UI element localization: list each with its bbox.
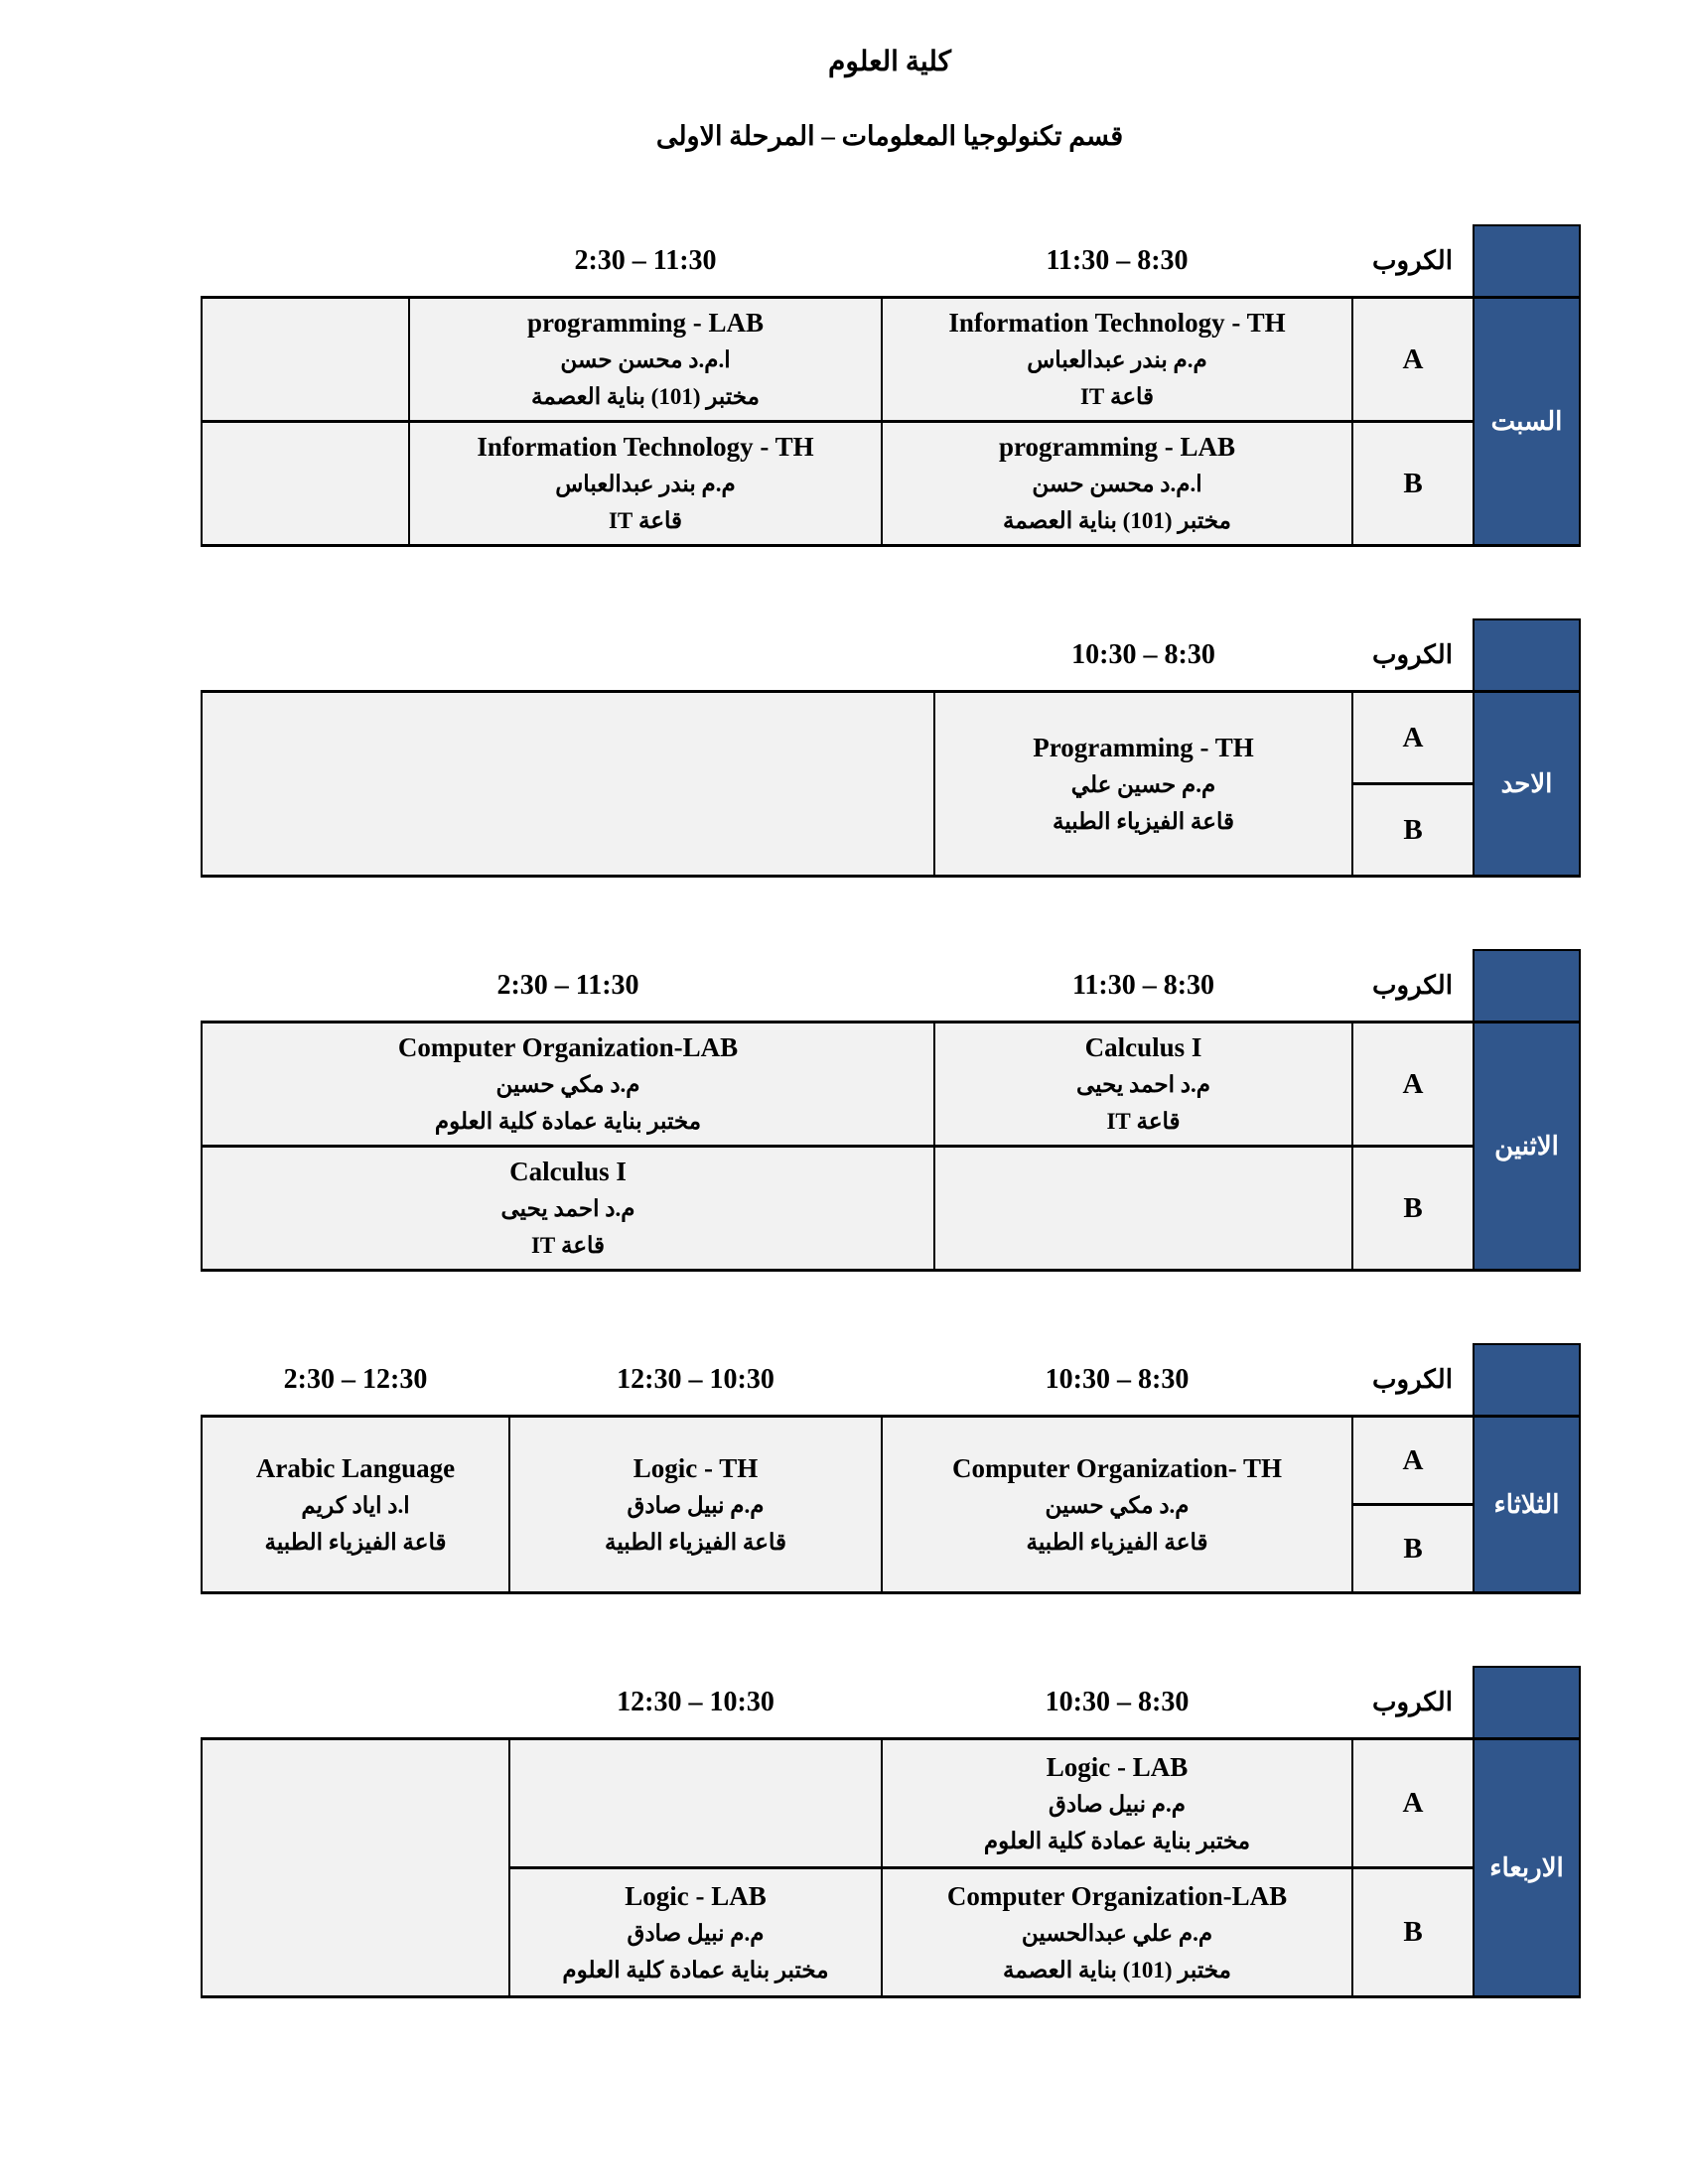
time-header: 12:30 – 10:30	[509, 1667, 882, 1739]
monday-table	[201, 949, 1581, 1272]
course-name: programming - LAB	[526, 308, 764, 338]
group-cell-b: B	[1352, 422, 1474, 546]
course-cell	[202, 1023, 934, 1147]
empty-cell	[509, 1739, 882, 1868]
course-cell	[409, 298, 882, 422]
time-header: 11:30 – 8:30	[934, 950, 1352, 1023]
course-name: Programming - TH	[1033, 732, 1254, 762]
room-name: قاعة IT	[608, 508, 683, 533]
room-name: مختبر (101) بناية العصمة	[531, 384, 760, 409]
group-cell-b: B	[1352, 784, 1474, 877]
course-name: Logic - TH	[633, 1452, 759, 1483]
group-cell-b: B	[1352, 1868, 1474, 1997]
course-cell	[882, 1868, 1352, 1997]
header-spacer	[202, 225, 409, 298]
teacher-name: م.د احمد يحيى	[1075, 1072, 1211, 1097]
empty-cell	[202, 298, 409, 422]
course-name: Calculus I	[1084, 1032, 1202, 1062]
course-name: Logic - LAB	[1046, 1751, 1189, 1782]
day-name-cell: الاثنين	[1474, 1023, 1580, 1271]
tuesday-block	[201, 1343, 1579, 1594]
course-name: Computer Organization- TH	[951, 1452, 1282, 1483]
room-name: قاعة IT	[530, 1233, 606, 1258]
wednesday-table	[201, 1666, 1581, 1998]
room-name: قاعة الفيزياء الطبية	[1026, 1529, 1208, 1555]
group-header: الكروب	[1352, 950, 1474, 1023]
time-header: 2:30 – 11:30	[202, 950, 934, 1023]
course-name: Computer Organization-LAB	[946, 1880, 1288, 1911]
course-name: Information Technology - TH	[477, 432, 814, 462]
day-header-box	[1474, 1344, 1580, 1417]
room-name: قاعة IT	[1106, 1109, 1181, 1134]
time-header: 11:30 – 8:30	[882, 225, 1352, 298]
course-cell	[202, 1147, 934, 1271]
time-header: 10:30 – 8:30	[882, 1667, 1352, 1739]
teacher-name: م.م نبيل صادق	[1048, 1791, 1187, 1817]
monday-block	[201, 949, 1579, 1272]
sunday-block	[201, 618, 1579, 878]
teacher-name: م.م علي عبدالحسين	[1021, 1920, 1213, 1946]
teacher-name: ا.م.د محسن حسن	[560, 347, 731, 372]
page-subtitle: قسم تكنولوجيا المعلومات – المرحلة الاولى	[655, 121, 1124, 151]
day-header-box	[1474, 950, 1580, 1023]
teacher-name: ا.م.د محسن حسن	[1032, 472, 1202, 496]
teacher-name: م.م حسين علي	[1070, 771, 1216, 797]
empty-cell	[202, 1739, 509, 1997]
day-name-cell: الاربعاء	[1474, 1739, 1580, 1997]
empty-cell	[202, 692, 934, 877]
teacher-name: م.م نبيل صادق	[627, 1492, 765, 1518]
course-name: Arabic Language	[255, 1452, 456, 1483]
course-cell	[882, 1417, 1352, 1593]
tuesday-table	[201, 1343, 1581, 1594]
teacher-name: م.د مكي حسين	[1045, 1492, 1190, 1518]
group-header: الكروب	[1352, 1344, 1474, 1417]
course-cell	[202, 1417, 509, 1593]
group-header: الكروب	[1352, 619, 1474, 692]
room-name: مختبر (101) بناية العصمة	[1003, 1957, 1231, 1982]
course-cell	[934, 1023, 1352, 1147]
group-header: الكروب	[1352, 225, 1474, 298]
teacher-name: م.م بندر عبدالعباس	[555, 472, 736, 496]
room-name: قاعة الفيزياء الطبية	[605, 1529, 786, 1555]
empty-cell	[934, 1147, 1352, 1271]
teacher-name: م.م بندر عبدالعباس	[1027, 347, 1207, 372]
page-title: كلية العلوم	[828, 47, 951, 77]
room-name: مختبر بناية عمادة كلية العلوم	[983, 1828, 1251, 1853]
teacher-name: ا.د اياد كريم	[301, 1492, 410, 1518]
course-name: Computer Organization-LAB	[397, 1032, 739, 1062]
group-header: الكروب	[1352, 1667, 1474, 1739]
day-name-cell: الاحد	[1474, 692, 1580, 877]
time-header: 10:30 – 8:30	[934, 619, 1352, 692]
course-cell	[934, 692, 1352, 877]
time-header: 2:30 – 11:30	[409, 225, 882, 298]
day-name-cell: الثلاثاء	[1474, 1417, 1580, 1593]
document-page	[201, 0, 1579, 1998]
sunday-table	[201, 618, 1581, 878]
group-cell-a: A	[1352, 1417, 1474, 1505]
course-cell	[882, 422, 1352, 546]
time-header: 12:30 – 10:30	[509, 1344, 882, 1417]
saturday-block	[201, 224, 1579, 547]
room-name: مختبر بناية عمادة كلية العلوم	[562, 1957, 829, 1982]
room-name: مختبر بناية عمادة كلية العلوم	[434, 1109, 702, 1134]
day-header-box	[1474, 1667, 1580, 1739]
empty-cell	[202, 422, 409, 546]
course-cell	[409, 422, 882, 546]
course-name: programming - LAB	[998, 432, 1235, 462]
room-name: قاعة الفيزياء الطبية	[264, 1529, 447, 1555]
day-header-box	[1474, 619, 1580, 692]
course-cell	[882, 298, 1352, 422]
day-header-box	[1474, 225, 1580, 298]
saturday-table	[201, 224, 1581, 547]
group-cell-a: A	[1352, 298, 1474, 422]
group-cell-a: A	[1352, 692, 1474, 784]
teacher-name: م.د مكي حسين	[495, 1072, 640, 1097]
course-cell	[882, 1739, 1352, 1868]
wednesday-block	[201, 1666, 1579, 1998]
course-name: Logic - LAB	[625, 1880, 767, 1911]
room-name: قاعة الفيزياء الطبية	[1053, 808, 1234, 834]
room-name: مختبر (101) بناية العصمة	[1003, 508, 1231, 533]
time-header: 2:30 – 12:30	[202, 1344, 509, 1417]
header-spacer	[202, 619, 934, 692]
course-name: Information Technology - TH	[948, 308, 1286, 338]
teacher-name: م.م نبيل صادق	[627, 1920, 765, 1946]
course-name: Calculus I	[509, 1157, 627, 1186]
group-cell-a: A	[1352, 1023, 1474, 1147]
room-name: قاعة IT	[1079, 384, 1155, 409]
header-spacer	[202, 1667, 509, 1739]
course-cell	[509, 1417, 882, 1593]
day-name-cell: السبت	[1474, 298, 1580, 546]
time-header: 10:30 – 8:30	[882, 1344, 1352, 1417]
course-cell	[509, 1868, 882, 1997]
group-cell-a: A	[1352, 1739, 1474, 1868]
teacher-name: م.د احمد يحيى	[500, 1196, 635, 1221]
group-cell-b: B	[1352, 1147, 1474, 1271]
group-cell-b: B	[1352, 1505, 1474, 1593]
